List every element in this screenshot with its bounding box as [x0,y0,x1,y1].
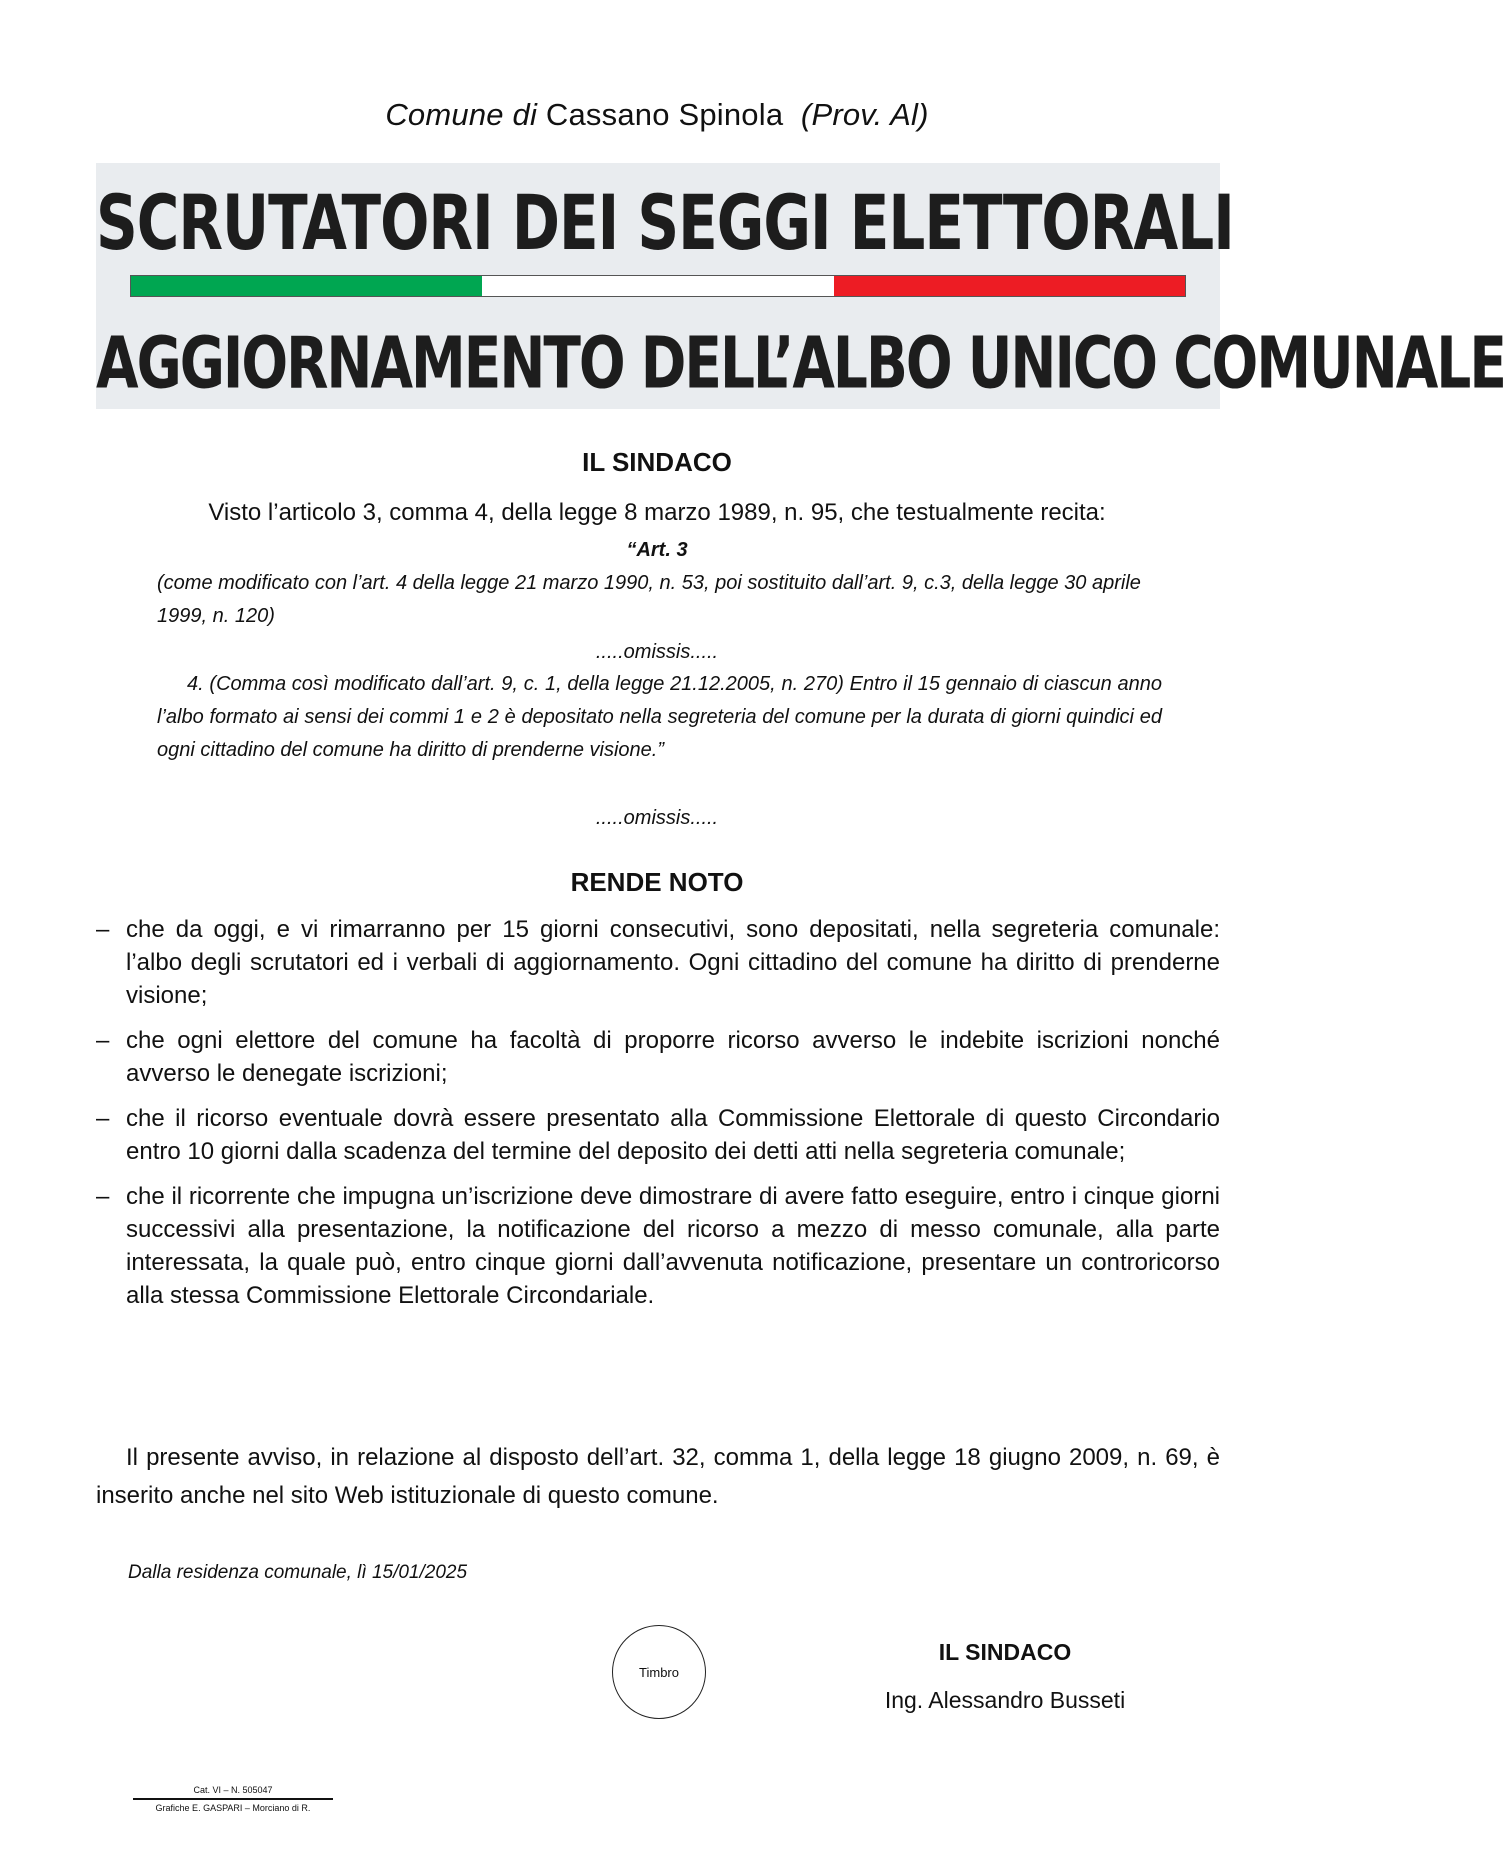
article-note: (come modificato con l’art. 4 della legge 21 marzo 1990, n. 53, poi sostituito dall’art. 9, c.3, della legge 30 aprile 1999, n. 120) [157,572,1141,627]
italian-flag-stripe [130,275,1186,297]
list-item [96,1024,1220,1090]
footer-divider [133,1798,333,1800]
list-item-text: che il ricorrente che impugna un’iscrizione deve dimostrare di avere fatto eseguire, entro i cinque giorni successivi alla presentazione, la notificazione del ricorso a mezzo di messo comunale, alla parte interessata, la quale può, entro cinque giorni dall’avvenuta notificazione, presentare un controricorso alla stessa Commissione Elettorale Circondariale. [126,1183,1220,1309]
omissis-1: .....omissis..... [595,641,719,663]
omissis-2: .....omissis..... [595,807,719,829]
banner-title-line-1: SCRUTATORI DEI SEGGI ELETTORALI [96,178,1234,268]
heading-rende-noto: RENDE NOTO [570,867,744,897]
comune-header [0,95,1314,135]
dash-bullet: – [96,916,110,943]
stamp-circle [612,1625,706,1719]
stamp-label: Timbro [639,1664,679,1680]
province: (Prov. Al) [800,97,929,132]
printer-footer [133,1784,333,1814]
catalog-number: Cat. VI – N. 505047 [193,1785,273,1795]
avviso-paragraph: Il presente avviso, in relazione al disposto dell’art. 32, comma 1, della legge 18 giugno 2009, n. 69, è inserito anche nel sito Web istituzionale di questo comune. [96,1444,1220,1509]
list-item [96,913,1220,1012]
dash-bullet: – [96,1183,110,1210]
signature-block [850,1636,1160,1716]
flag-white [482,276,833,296]
comune-prefix: Comune di [385,97,538,132]
list-item [96,1180,1220,1312]
list-item-text: che da oggi, e vi rimarranno per 15 giorni consecutivi, sono depositati, nella segreteria comunale: l’albo degli scrutatori ed i verbali di aggiornamento. Ogni cittadino del comune ha diritto di prenderne visione; [126,916,1220,1009]
article-title: “Art. 3 [626,539,688,561]
heading-il-sindaco: IL SINDACO [582,447,732,477]
printer-name: Grafiche E. GASPARI – Morciano di R. [155,1803,311,1813]
article-comma-4: 4. (Comma così modificato dall’art. 9, c. 1, della legge 21.12.2005, n. 270) Entro il 15 gennaio di ciascun anno l’albo formato ai sensi dei commi 1 e 2 è depositato nella segreteria del comune per la durata di giorni quindici ed ogni cittadino del comune ha diritto di prenderne visione.” [157,673,1162,761]
dateline: Dalla residenza comunale, lì 15/01/2025 [128,1562,468,1583]
flag-green [131,276,482,296]
dash-bullet: – [96,1105,110,1132]
list-item-text: che il ricorso eventuale dovrà essere presentato alla Commissione Elettorale di questo Circondario entro 10 giorni dalla scadenza del termine del deposito dei detti atti nella segreteria comunale; [126,1105,1220,1165]
list-item-text: che ogni elettore del comune ha facoltà di proporre ricorso avverso le indebite iscrizioni nonché avverso le denegate iscrizioni; [126,1027,1220,1087]
banner-title-line-2: AGGIORNAMENTO DELL’ALBO UNICO COMUNALE [96,321,1505,405]
flag-red [834,276,1185,296]
signature-title: IL SINDACO [938,1639,1072,1665]
list-item [96,1102,1220,1168]
signature-name: Ing. Alessandro Busseti [884,1687,1126,1713]
comune-name: Cassano Spinola [545,97,784,132]
visto-paragraph: Visto l’articolo 3, comma 4, della legge 8 marzo 1989, n. 95, che testualmente recita: [208,499,1106,526]
title-banner [96,163,1505,409]
rende-noto-list [96,913,1220,1324]
dash-bullet: – [96,1027,110,1054]
